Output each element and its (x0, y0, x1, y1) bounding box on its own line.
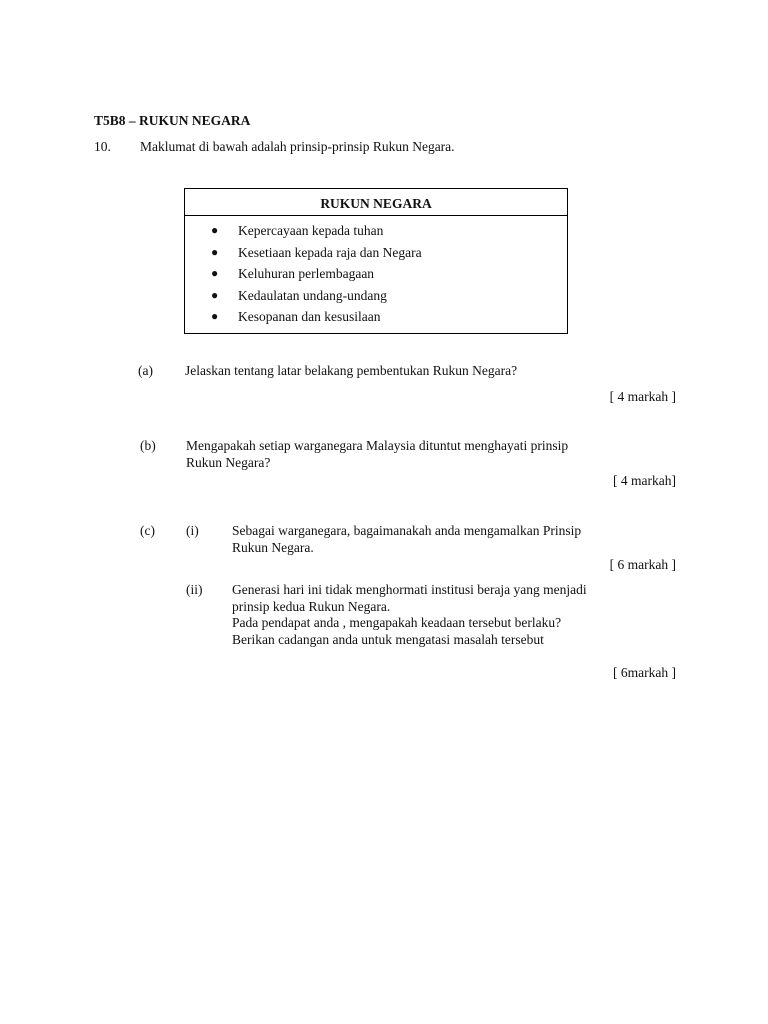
part-b-line1: Mengapakah setiap warganegara Malaysia dituntut menghayati prinsip (186, 438, 569, 453)
part-a-text: Jelaskan tentang latar belakang pembentukan Rukun Negara? (185, 363, 518, 378)
part-a-marks: [ 4 markah ] (609, 389, 676, 404)
list-item-text: Keluhuran perlembagaan (238, 266, 375, 281)
list-item (185, 220, 567, 242)
part-c-ii-line3: Pada pendapat anda , mengapakah keadaan tersebut berlaku? (232, 615, 562, 630)
part-c-i-line2: Rukun Negara. (232, 540, 314, 555)
part-c-ii-line2: prinsip kedua Rukun Negara. (232, 599, 391, 614)
part-c-ii-label: (ii) (186, 582, 203, 597)
bullet-icon: ● (211, 266, 219, 280)
part-c-ii-line4: Berikan cadangan anda untuk mengatasi masalah tersebut (232, 632, 544, 647)
box-title: RUKUN NEGARA (185, 189, 567, 216)
part-c-label: (c) (140, 523, 155, 538)
list-item (185, 263, 567, 285)
bullet-icon: ● (211, 223, 219, 237)
list-item (185, 242, 567, 264)
list-item-text: Kesopanan dan kesusilaan (238, 309, 381, 324)
principles-list (185, 220, 567, 328)
list-item (185, 306, 567, 328)
question-number: 10. (94, 139, 111, 154)
list-item-text: Kepercayaan kepada tuhan (238, 223, 384, 238)
part-c-ii-marks: [ 6markah ] (613, 665, 676, 680)
bullet-icon: ● (211, 287, 219, 302)
list-item-text: Kedaulatan undang-undang (238, 287, 387, 303)
list-item-text: Kesetiaan kepada raja dan Negara (238, 244, 422, 260)
part-a-label: (a) (138, 363, 153, 378)
part-c-i-label: (i) (186, 523, 199, 538)
part-b-marks: [ 4 markah] (613, 473, 676, 488)
bullet-icon: ● (211, 309, 219, 323)
page-title: T5B8 – RUKUN NEGARA (94, 113, 251, 128)
part-c-i-line1: Sebagai warganegara, bagaimanakah anda mengamalkan Prinsip (232, 523, 582, 538)
rukun-negara-box (184, 188, 568, 334)
bullet-icon: ● (211, 244, 219, 259)
question-intro: Maklumat di bawah adalah prinsip-prinsip Rukun Negara. (140, 139, 455, 154)
part-c-ii-line1: Generasi hari ini tidak menghormati institusi beraja yang menjadi (232, 582, 587, 597)
list-item (185, 285, 567, 307)
part-c-i-marks: [ 6 markah ] (609, 557, 676, 572)
part-b-line2: Rukun Negara? (186, 455, 271, 470)
part-b-label: (b) (140, 438, 156, 453)
